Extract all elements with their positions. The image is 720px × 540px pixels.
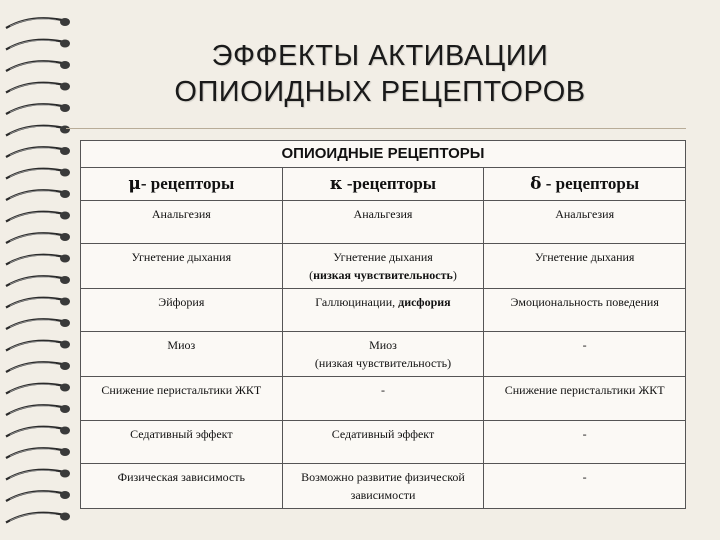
header-mu-label: - рецепторы — [140, 174, 235, 193]
cell-delta-sedation: - — [484, 421, 686, 464]
binding-ring — [6, 298, 70, 308]
cell-kappa-sedation: Седативный эффект — [282, 421, 484, 464]
binding-ring — [6, 255, 70, 265]
cell-kappa-miosis — [282, 332, 484, 377]
table-row — [81, 332, 686, 377]
cell-kappa-hallucinations-text: Галлюцинации, — [315, 295, 399, 309]
note-low-sensitivity: низкая чувствительность — [313, 268, 453, 282]
cell-mu-respiratory: Угнетение дыхания — [81, 244, 283, 289]
cell-delta-miosis: - — [484, 332, 686, 377]
binding-ring — [6, 491, 70, 501]
page-title — [80, 38, 680, 110]
binding-ring — [6, 276, 70, 286]
table-row — [81, 244, 686, 289]
cell-mu-miosis: Миоз — [81, 332, 283, 377]
note-close-paren: ) — [452, 268, 457, 282]
cell-kappa-respiratory-note — [286, 266, 481, 284]
cell-delta-analgesia: Анальгезия — [484, 201, 686, 244]
cell-kappa-miosis-note: (низкая чувствительность) — [314, 356, 452, 370]
cell-mu-euphoria: Эйфория — [81, 289, 283, 332]
header-kappa-label: -рецепторы — [342, 174, 437, 193]
delta-symbol: δ — [530, 174, 542, 194]
header-mu — [81, 168, 283, 201]
cell-kappa-dependence: Возможно развитие физической зависимости — [282, 464, 484, 509]
binding-ring — [6, 147, 70, 157]
cell-kappa-hallucinations — [282, 289, 484, 332]
table-row — [81, 421, 686, 464]
cell-delta-peristalsis: Снижение перистальтики ЖКТ — [484, 377, 686, 421]
cell-kappa-analgesia: Анальгезия — [282, 201, 484, 244]
page-title-line-1: ЭФФЕКТЫ АКТИВАЦИИ — [211, 40, 549, 72]
table-row — [81, 201, 686, 244]
title-divider — [66, 128, 686, 129]
binding-ring — [6, 18, 70, 28]
header-delta — [484, 168, 686, 201]
binding-ring — [6, 405, 70, 415]
binding-ring — [6, 126, 70, 136]
cell-delta-respiratory: Угнетение дыхания — [484, 244, 686, 289]
cell-delta-emotional: Эмоциональность поведения — [484, 289, 686, 332]
receptor-effects-table — [80, 140, 686, 509]
binding-ring — [6, 190, 70, 200]
cell-kappa-miosis-main: Миоз — [369, 338, 397, 352]
cell-delta-dependence: - — [484, 464, 686, 509]
binding-ring — [6, 212, 70, 222]
cell-mu-analgesia: Анальгезия — [81, 201, 283, 244]
binding-ring — [6, 427, 70, 437]
kappa-symbol: κ — [329, 174, 343, 194]
binding-ring — [6, 233, 70, 243]
binding-ring — [6, 341, 70, 351]
cell-mu-dependence: Физическая зависимость — [81, 464, 283, 509]
cell-mu-peristalsis: Снижение перистальтики ЖКТ — [81, 377, 283, 421]
cell-mu-sedation: Седативный эффект — [81, 421, 283, 464]
spiral-binding — [0, 0, 80, 540]
binding-ring — [6, 470, 70, 480]
note-open-paren: ( — [309, 268, 314, 282]
binding-ring — [6, 40, 70, 50]
table-row — [81, 377, 686, 421]
cell-kappa-respiratory — [282, 244, 484, 289]
binding-ring — [6, 448, 70, 458]
binding-ring — [6, 319, 70, 329]
mu-symbol: μ — [128, 174, 141, 194]
binding-ring — [6, 169, 70, 179]
table-row — [81, 289, 686, 332]
page-title-line-2: ОПИОИДНЫХ РЕЦЕПТОРОВ — [174, 76, 586, 108]
binding-ring — [6, 83, 70, 93]
cell-kappa-respiratory-main: Угнетение дыхания — [333, 250, 433, 264]
binding-ring — [6, 384, 70, 394]
cell-kappa-peristalsis: - — [282, 377, 484, 421]
binding-ring — [6, 362, 70, 372]
table-header-row — [81, 168, 686, 201]
binding-ring — [6, 104, 70, 114]
table-row — [81, 464, 686, 509]
binding-ring — [6, 513, 70, 523]
binding-ring — [6, 61, 70, 71]
table-caption: ОПИОИДНЫЕ РЕЦЕПТОРЫ — [81, 141, 686, 168]
cell-kappa-dysphoria: дисфория — [398, 295, 451, 309]
header-delta-label: - рецепторы — [541, 174, 640, 193]
header-kappa — [282, 168, 484, 201]
